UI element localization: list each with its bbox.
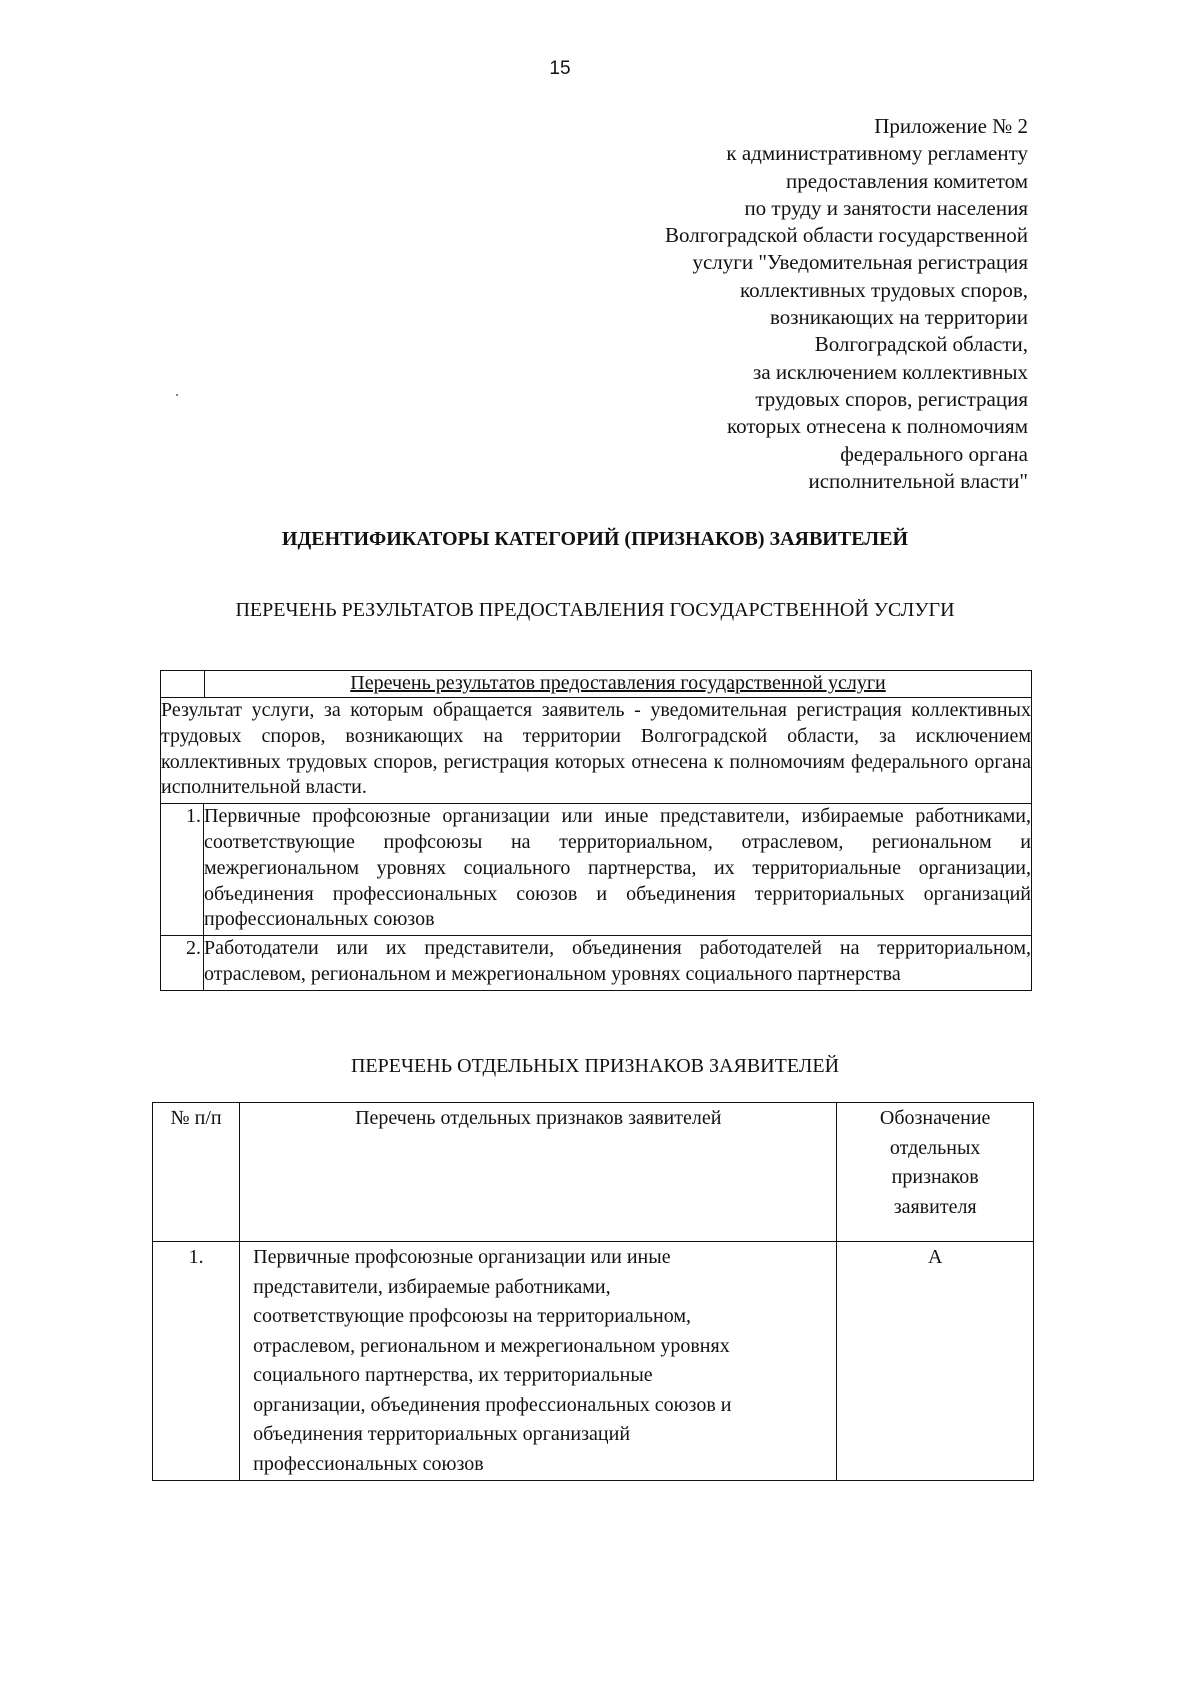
appendix-line: Волгоградской области государственной <box>665 223 1028 248</box>
results-table-row <box>161 935 1031 990</box>
signs-table-row-designation: А <box>837 1242 1034 1481</box>
designation-header-line: заявителя <box>893 1195 977 1218</box>
signs-table-row-text <box>240 1242 837 1481</box>
results-table <box>160 670 1032 991</box>
results-heading: ПЕРЕЧЕНЬ РЕЗУЛЬТАТОВ ПРЕДОСТАВЛЕНИЯ ГОСУДАРСТВЕННОЙ УСЛУГИ <box>235 599 955 621</box>
results-table-header: Перечень результатов предоставления государственной услуги <box>350 672 886 694</box>
results-table-header-row <box>161 671 1031 698</box>
results-table-row-number: 1. <box>161 804 204 935</box>
designation-header-line: признаков <box>891 1166 979 1188</box>
appendix-line: Волгоградской области, <box>814 332 1028 357</box>
appendix-line: коллективных трудовых споров, <box>739 277 1028 302</box>
signs-table-designation-header <box>837 1103 1034 1242</box>
appendix-block <box>665 113 1028 495</box>
signs-row-text-line: профессиональных союзов <box>253 1452 484 1475</box>
signs-row-text-line: отраслевом, региональном и межрегиональном уровнях <box>253 1334 730 1357</box>
results-table-row <box>161 804 1031 935</box>
page-number: 15 <box>549 58 571 79</box>
appendix-line: трудовых споров, регистрация <box>755 386 1028 411</box>
signs-row-text-line: соответствующие профсоюзы на территориальном, <box>253 1305 692 1327</box>
signs-row-text-line: Первичные профсоюзные организации или иные <box>253 1246 671 1268</box>
document-title: ИДЕНТИФИКАТОРЫ КАТЕГОРИЙ (ПРИЗНАКОВ) ЗАЯВИТЕЛЕЙ <box>281 528 909 550</box>
appendix-line: возникающих на территории <box>769 305 1028 330</box>
appendix-line: исполнительной власти" <box>808 468 1028 493</box>
signs-row-text-line: представители, избираемые работниками, <box>253 1275 611 1298</box>
signs-table-row-number: 1. <box>153 1242 240 1481</box>
appendix-line: Приложение № 2 <box>874 114 1028 138</box>
appendix-line: по труду и занятости населения <box>744 195 1028 220</box>
results-table-row-text: Работодатели или их представители, объединения работодателей на территориальном, отраслевом, региональном и межрегиональном уровнях социального партнерства <box>204 937 1031 985</box>
signs-table-header-row <box>153 1103 1034 1242</box>
signs-row-text-line: организации, объединения профессиональных союзов и <box>253 1393 732 1416</box>
results-table-row-text: Первичные профсоюзные организации или иные представители, избираемые работниками, соответствующие профсоюзы на территориальном, отраслевом, региональном и межрегиональном уровнях социального партнерства, их территориальные организации, объединения профессиональных союзов и объединения территориальных организаций профессиональных союзов <box>204 805 1031 931</box>
signs-table <box>152 1102 1034 1481</box>
appendix-line: за исключением коллективных <box>753 359 1028 384</box>
signs-row-text-line: объединения территориальных организаций <box>253 1423 631 1445</box>
appendix-line: которых отнесена к полномочиям <box>726 414 1028 439</box>
results-table-number-header <box>161 671 205 697</box>
appendix-line: услуги "Уведомительная регистрация <box>692 250 1028 275</box>
signs-heading: ПЕРЕЧЕНЬ ОТДЕЛЬНЫХ ПРИЗНАКОВ ЗАЯВИТЕЛЕЙ <box>350 1055 840 1077</box>
scan-speck <box>176 394 178 396</box>
appendix-line: федерального органа <box>840 441 1028 466</box>
designation-header-line: отдельных <box>889 1136 981 1159</box>
results-table-row-number: 2. <box>161 936 204 990</box>
designation-header-line: Обозначение <box>879 1107 991 1129</box>
signs-table-list-header: Перечень отдельных признаков заявителей <box>240 1103 837 1242</box>
appendix-line: предоставления комитетом <box>786 168 1028 193</box>
appendix-line: к административному регламенту <box>726 141 1028 166</box>
signs-table-row <box>153 1242 1034 1481</box>
signs-row-text-line: социального партнерства, их территориальные <box>253 1364 653 1386</box>
signs-table-number-header: № п/п <box>153 1103 240 1242</box>
results-table-result-text: Результат услуги, за которым обращается заявитель - уведомительная регистрация коллективных трудовых споров, возникающих на территории Волгоградской области, за исключением коллективных трудовых споров, регистрация которых отнесена к полномочиям федерального органа исполнительной власти. <box>161 698 1031 804</box>
